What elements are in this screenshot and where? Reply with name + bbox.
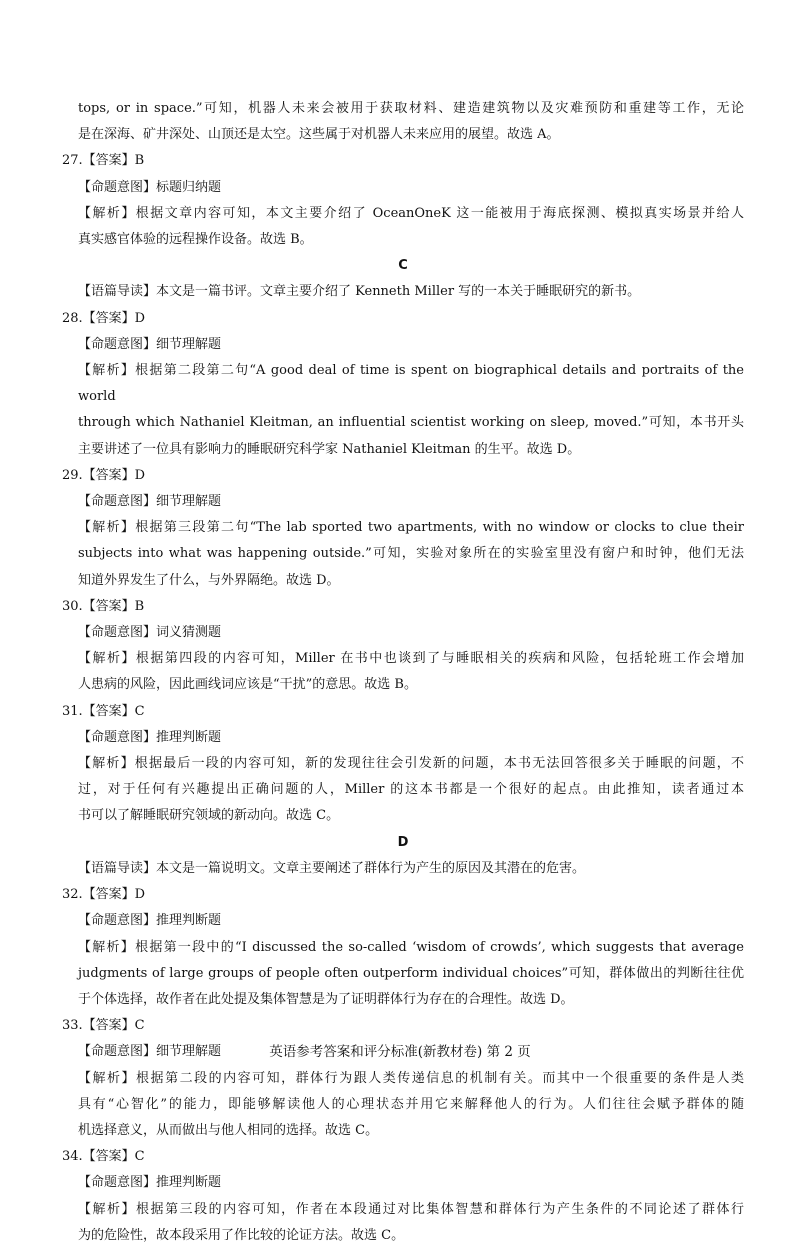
page-body [62, 96, 744, 1249]
text-line: 主要讲述了一位具有影响力的睡眠研究科学家 Nathaniel Kleitman 的生平。故选 D。 [78, 441, 581, 457]
section-heading: C [398, 258, 408, 274]
text-line: 书可以了解睡眠研究领域的新动向。故选 C。 [78, 808, 340, 824]
text-line: 【命题意图】标题归纳题 [78, 179, 222, 195]
text-line: 具有“心智化”的能力，即能够解读他人的心理状态并用它来解释他人的行为。人们往往会赋予群体的随 [78, 1096, 744, 1112]
text-line: 33.【答案】C [62, 1018, 145, 1034]
text-line: 【解析】根据第三段第二句“The lab sported two apartments, with no window or clocks to clue their [78, 520, 744, 536]
text-line: 真实感官体验的远程操作设备。故选 B。 [78, 232, 313, 248]
text-line: 【命题意图】推理判断题 [78, 913, 222, 929]
text-line: 【解析】根据第四段的内容可知，Miller 在书中也谈到了与睡眠相关的疾病和风险，包括轮班工作会增加 [78, 651, 744, 667]
text-line: 知道外界发生了什么，与外界隔绝。故选 D。 [78, 572, 340, 588]
text-line: 是在深海、矿井深处、山顶还是太空。这些属于对机器人未来应用的展望。故选 A。 [78, 127, 560, 143]
text-line: 【命题意图】词义猜测题 [78, 625, 222, 641]
text-line: tops, or in space.”可知，机器人未来会被用于获取材料、建造建筑物以及灾难预防和重建等工作，无论 [78, 101, 744, 116]
text-line: 28.【答案】D [62, 310, 146, 326]
text-line: 【命题意图】推理判断题 [78, 729, 222, 745]
text-line: 27.【答案】B [62, 153, 145, 169]
text-line: 为的危险性，故本段采用了作比较的论证方法。故选 C。 [78, 1227, 405, 1243]
text-line: 31.【答案】C [62, 703, 145, 719]
text-line: subjects into what was happening outside.”可知，实验对象所在的实验室里没有窗户和时钟，他们无法 [78, 546, 744, 562]
text-line: 【命题意图】细节理解题 [78, 336, 222, 352]
text-line: judgments of large groups of people often outperform individual choices”可知，群体做出的判断往往优 [78, 965, 744, 981]
text-line: 【解析】根据第三段的内容可知，作者在本段通过对比集体智慧和群体行为产生条件的不同论述了群体行 [78, 1201, 744, 1217]
text-line: 【语篇导读】本文是一篇说明文。文章主要阐述了群体行为产生的原因及其潜在的危害。 [78, 860, 586, 876]
text-line: 【解析】根据第二段第二句“A good deal of time is spent on biographical details and portraits of the world [78, 363, 744, 405]
text-line: 【解析】根据文章内容可知，本文主要介绍了 OceanOneK 这一能被用于海底探测、模拟真实场景并给人 [78, 205, 744, 221]
text-line: 30.【答案】B [62, 598, 145, 614]
text-line: 【语篇导读】本文是一篇书评。文章主要介绍了 Kenneth Miller 写的一本关于睡眠研究的新书。 [78, 284, 641, 300]
text-line: 【命题意图】细节理解题 [78, 494, 222, 510]
text-line: through which Nathaniel Kleitman, an influential scientist working on sleep, moved.”可知，本书开头 [78, 415, 744, 431]
text-line: 【命题意图】细节理解题 [78, 1044, 222, 1060]
text-line: 【命题意图】推理判断题 [78, 1175, 222, 1191]
section-heading: D [397, 834, 409, 850]
page-footer: 英语参考答案和评分标准(新教材卷) 第 2 页 [269, 1044, 531, 1060]
text-line: 32.【答案】D [62, 887, 146, 903]
text-line: 【解析】根据第一段中的“I discussed the so-called ‘wisdom of crowds’, which suggests that average [78, 939, 744, 955]
text-line: 【解析】根据最后一段的内容可知，新的发现往往会引发新的问题，本书无法回答很多关于睡眠的问题，不 [78, 756, 744, 772]
text-line: 人患病的风险，因此画线词应该是“干扰”的意思。故选 B。 [78, 677, 417, 693]
text-line: 【解析】根据第二段的内容可知，群体行为跟人类传递信息的机制有关。而其中一个很重要的条件是人类 [78, 1070, 744, 1086]
text-line: 机选择意义，从而做出与他人相同的选择。故选 C。 [78, 1122, 379, 1138]
text-line: 于个体选择，故作者在此处提及集体智慧是为了证明群体行为存在的合理性。故选 D。 [78, 991, 574, 1007]
text-line: 34.【答案】C [62, 1149, 145, 1165]
text-line: 过，对于任何有兴趣提出正确问题的人，Miller 的这本书都是一个很好的起点。由此推知，读者通过本 [78, 782, 744, 798]
text-line: 29.【答案】D [62, 467, 146, 483]
